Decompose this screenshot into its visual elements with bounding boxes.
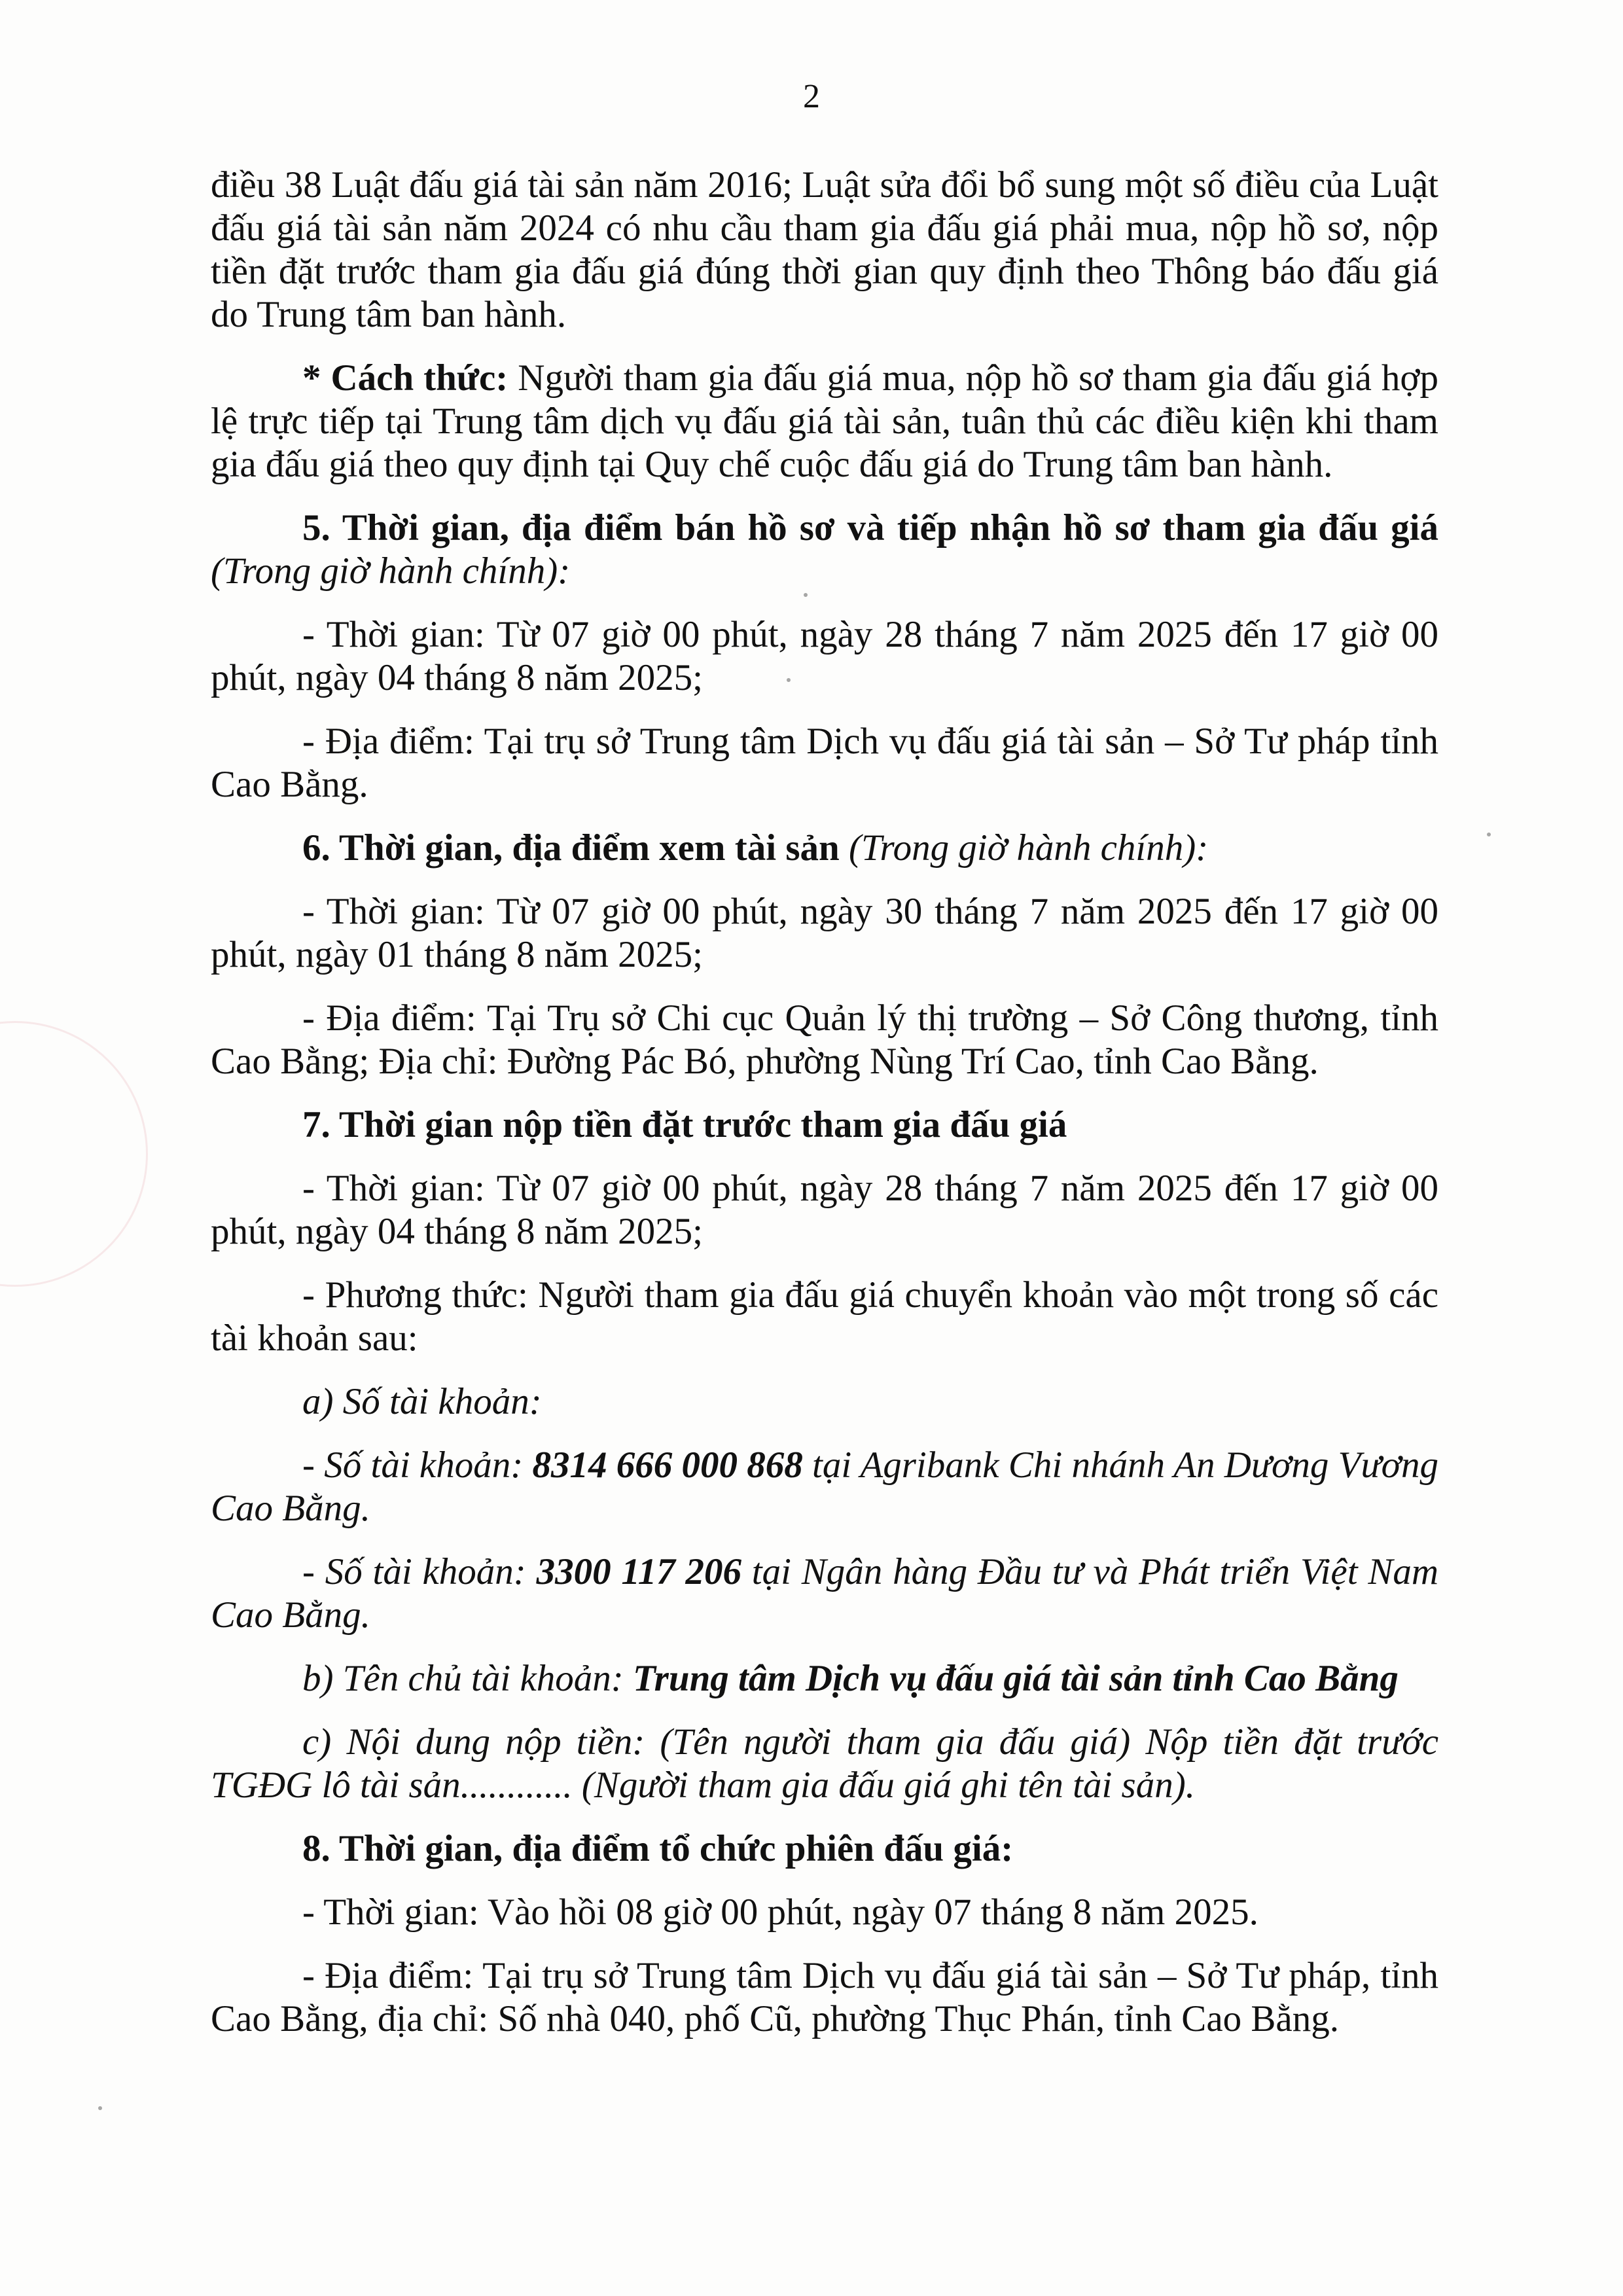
page-number: 2 xyxy=(803,78,820,115)
method-label: * Cách thức: xyxy=(302,357,508,399)
section-7-account-holder xyxy=(211,1657,1438,1700)
method-paragraph xyxy=(211,357,1438,486)
section-5-place: - Địa điểm: Tại trụ sở Trung tâm Dịch vụ đấu giá tài sản – Sở Tư pháp tỉnh Cao Bằng. xyxy=(211,721,1438,805)
section-7-account-2 xyxy=(211,1551,1438,1637)
section-5-note: (Trong giờ hành chính): xyxy=(211,550,571,592)
intro-paragraph: điều 38 Luật đấu giá tài sản năm 2016; Luật sửa đổi bổ sung một số điều của Luật đấu giá tài sản năm 2024 có nhu cầu tham gia đấu giá phải mua, nộp hồ sơ, nộp tiền đặt trước tham gia đấu giá đúng thời gian quy định theo Thông báo đấu giá do Trung tâm ban hành. xyxy=(211,164,1438,335)
section-5-title: 5. Thời gian, địa điểm bán hồ sơ và tiếp nhận hồ sơ tham gia đấu giá xyxy=(302,507,1438,548)
section-7-time: - Thời gian: Từ 07 giờ 00 phút, ngày 28 tháng 7 năm 2025 đến 17 giờ 00 phút, ngày 04 tháng 8 năm 2025; xyxy=(211,1168,1438,1252)
account-holder-label: b) Tên chủ tài khoản: xyxy=(302,1658,633,1699)
section-5-heading xyxy=(211,507,1438,593)
account-1-prefix: - Số tài khoản: xyxy=(302,1444,533,1486)
section-7-heading: 7. Thời gian nộp tiền đặt trước tham gia đấu giá xyxy=(302,1104,1067,1145)
method-text: Người tham gia đấu giá mua, nộp hồ sơ tham gia đấu giá hợp lệ trực tiếp tại Trung tâm dịch vụ đấu giá tài sản, tuân thủ các điều kiện khi tham gia đấu giá theo quy định tại Quy chế cuộc đấu giá do Trung tâm ban hành. xyxy=(211,357,1438,485)
account-2-number: 3300 117 206 xyxy=(536,1551,742,1592)
scan-speck xyxy=(98,2106,102,2110)
section-6-time: - Thời gian: Từ 07 giờ 00 phút, ngày 30 tháng 7 năm 2025 đến 17 giờ 00 phút, ngày 01 tháng 8 năm 2025; xyxy=(211,891,1438,975)
account-2-prefix: - Số tài khoản: xyxy=(302,1551,537,1592)
section-6-note: (Trong giờ hành chính): xyxy=(839,827,1209,869)
section-6-heading xyxy=(211,827,1438,870)
account-1-number: 8314 666 000 868 xyxy=(532,1444,803,1486)
document-body xyxy=(211,164,1438,2061)
section-7-method: - Phương thức: Người tham gia đấu giá chuyển khoản vào một trong số các tài khoản sau: xyxy=(211,1274,1438,1359)
section-7-payment-content: c) Nội dung nộp tiền: (Tên người tham gia đấu giá) Nộp tiền đặt trước TGĐG lô tài sản............ (Người tham gia đấu giá ghi tên tài sản). xyxy=(211,1721,1438,1806)
section-8-time: - Thời gian: Vào hồi 08 giờ 00 phút, ngày 07 tháng 8 năm 2025. xyxy=(302,1892,1258,1933)
section-8-heading: 8. Thời gian, địa điểm tổ chức phiên đấu giá: xyxy=(302,1828,1014,1869)
account-1-bank: tại Agribank Chi nhánh An Dương Vương Cao Bằng. xyxy=(211,1444,1439,1529)
section-8-place: - Địa điểm: Tại trụ sở Trung tâm Dịch vụ đấu giá tài sản – Sở Tư pháp, tỉnh Cao Bằng, địa chỉ: Số nhà 040, phố Cũ, phường Thục Phán, tỉnh Cao Bằng. xyxy=(211,1955,1438,2039)
section-5-time: - Thời gian: Từ 07 giờ 00 phút, ngày 28 tháng 7 năm 2025 đến 17 giờ 00 phút, ngày 04 tháng 8 năm 2025; xyxy=(211,614,1438,698)
section-7-account-1 xyxy=(211,1444,1438,1530)
section-6-title: 6. Thời gian, địa điểm xem tài sản xyxy=(302,827,840,869)
section-7-account-label: a) Số tài khoản: xyxy=(302,1381,542,1422)
section-6-place: - Địa điểm: Tại Trụ sở Chi cục Quản lý thị trường – Sở Công thương, tỉnh Cao Bằng; Địa chỉ: Đường Pác Bó, phường Nùng Trí Cao, tỉnh Cao Bằng. xyxy=(211,997,1438,1082)
faint-stamp-mark xyxy=(0,1021,148,1287)
scan-speck xyxy=(1487,833,1491,836)
account-holder-name: Trung tâm Dịch vụ đấu giá tài sản tỉnh Cao Bằng xyxy=(632,1658,1399,1699)
account-2-bank: tại Ngân hàng Đầu tư và Phát triển Việt Nam Cao Bằng. xyxy=(211,1551,1438,1636)
